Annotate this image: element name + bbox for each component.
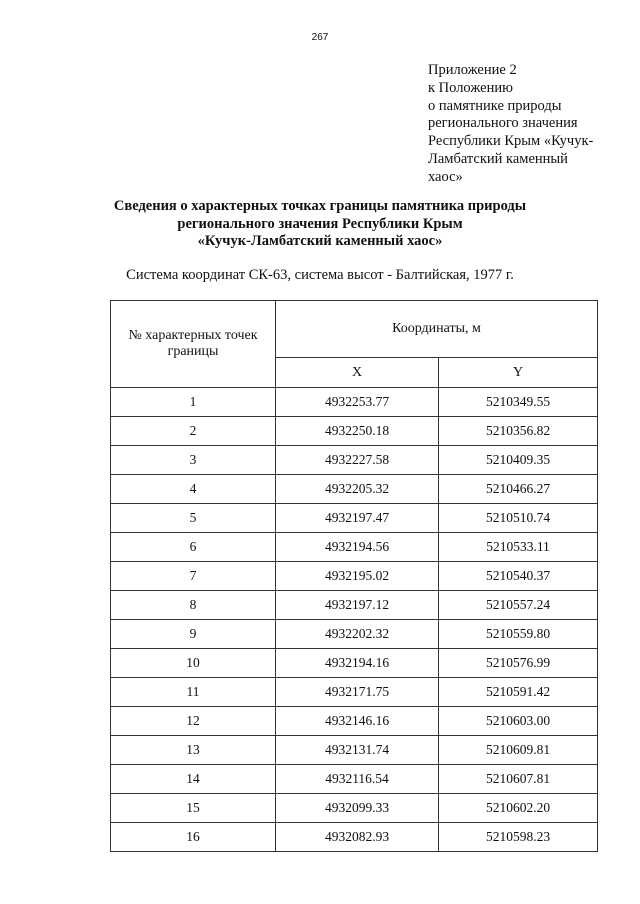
header-coordinates: Координаты, м — [276, 301, 598, 358]
cell-point-number: 8 — [111, 591, 276, 620]
table-row — [111, 388, 598, 417]
appendix-line: хаос» — [428, 168, 463, 185]
appendix-line: Ламбатский каменный — [428, 150, 568, 167]
cell-y: 5210591.42 — [439, 678, 598, 707]
cell-x: 4932195.02 — [276, 562, 439, 591]
cell-x: 4932205.32 — [276, 475, 439, 504]
coordinates-table — [110, 300, 598, 852]
cell-y: 5210349.55 — [439, 388, 598, 417]
table-body — [111, 388, 598, 852]
table-row — [111, 765, 598, 794]
appendix-line: Приложение 2 — [428, 62, 517, 78]
table-row — [111, 533, 598, 562]
appendix-line: к Положению — [428, 79, 513, 96]
cell-x: 4932146.16 — [276, 707, 439, 736]
cell-x: 4932099.33 — [276, 794, 439, 823]
table-row — [111, 475, 598, 504]
cell-y: 5210559.80 — [439, 620, 598, 649]
page-number: 267 — [311, 32, 329, 43]
cell-x: 4932116.54 — [276, 765, 439, 794]
cell-x: 4932197.47 — [276, 504, 439, 533]
cell-x: 4932082.93 — [276, 823, 439, 852]
table-row — [111, 794, 598, 823]
table-row — [111, 736, 598, 765]
title-line: регионального значения Республики Крым — [177, 215, 463, 232]
cell-y: 5210409.35 — [439, 446, 598, 475]
table-row — [111, 446, 598, 475]
cell-point-number: 13 — [111, 736, 276, 765]
cell-y: 5210603.00 — [439, 707, 598, 736]
cell-x: 4932131.74 — [276, 736, 439, 765]
cell-y: 5210576.99 — [439, 649, 598, 678]
cell-y: 5210602.20 — [439, 794, 598, 823]
cell-point-number: 5 — [111, 504, 276, 533]
coordinate-system-note: Система координат СК-63, система высот - Балтийская, 1977 г. — [126, 267, 514, 283]
cell-point-number: 1 — [111, 388, 276, 417]
table-row — [111, 504, 598, 533]
cell-y: 5210466.27 — [439, 475, 598, 504]
table-row — [111, 707, 598, 736]
table-row — [111, 620, 598, 649]
cell-point-number: 4 — [111, 475, 276, 504]
cell-y: 5210557.24 — [439, 591, 598, 620]
cell-x: 4932253.77 — [276, 388, 439, 417]
cell-x: 4932194.16 — [276, 649, 439, 678]
cell-point-number: 15 — [111, 794, 276, 823]
cell-x: 4932202.32 — [276, 620, 439, 649]
cell-point-number: 11 — [111, 678, 276, 707]
table-row — [111, 591, 598, 620]
title-line: «Кучук-Ламбатский каменный хаос» — [197, 233, 443, 249]
appendix-note — [428, 62, 634, 187]
cell-point-number: 2 — [111, 417, 276, 446]
cell-point-number: 16 — [111, 823, 276, 852]
cell-x: 4932227.58 — [276, 446, 439, 475]
table-row — [111, 417, 598, 446]
table-row — [111, 562, 598, 591]
cell-y: 5210356.82 — [439, 417, 598, 446]
document-title — [0, 198, 640, 251]
title-line: Сведения о характерных точках границы памятника природы — [113, 198, 527, 214]
cell-point-number: 10 — [111, 649, 276, 678]
header-point-number: № характерных точек границы — [111, 301, 276, 388]
cell-y: 5210533.11 — [439, 533, 598, 562]
cell-point-number: 9 — [111, 620, 276, 649]
cell-x: 4932197.12 — [276, 591, 439, 620]
header-x: X — [276, 358, 439, 388]
table-row — [111, 823, 598, 852]
cell-y: 5210607.81 — [439, 765, 598, 794]
cell-x: 4932171.75 — [276, 678, 439, 707]
appendix-line: Республики Крым «Кучук- — [428, 133, 594, 150]
cell-y: 5210540.37 — [439, 562, 598, 591]
cell-x: 4932250.18 — [276, 417, 439, 446]
cell-point-number: 12 — [111, 707, 276, 736]
header-y: Y — [439, 358, 598, 388]
appendix-line: регионального значения — [428, 115, 578, 132]
cell-x: 4932194.56 — [276, 533, 439, 562]
cell-y: 5210510.74 — [439, 504, 598, 533]
cell-point-number: 6 — [111, 533, 276, 562]
table-row — [111, 678, 598, 707]
cell-point-number: 14 — [111, 765, 276, 794]
cell-y: 5210609.81 — [439, 736, 598, 765]
appendix-line: о памятнике природы — [428, 97, 562, 114]
cell-y: 5210598.23 — [439, 823, 598, 852]
cell-point-number: 3 — [111, 446, 276, 475]
table-row — [111, 649, 598, 678]
cell-point-number: 7 — [111, 562, 276, 591]
